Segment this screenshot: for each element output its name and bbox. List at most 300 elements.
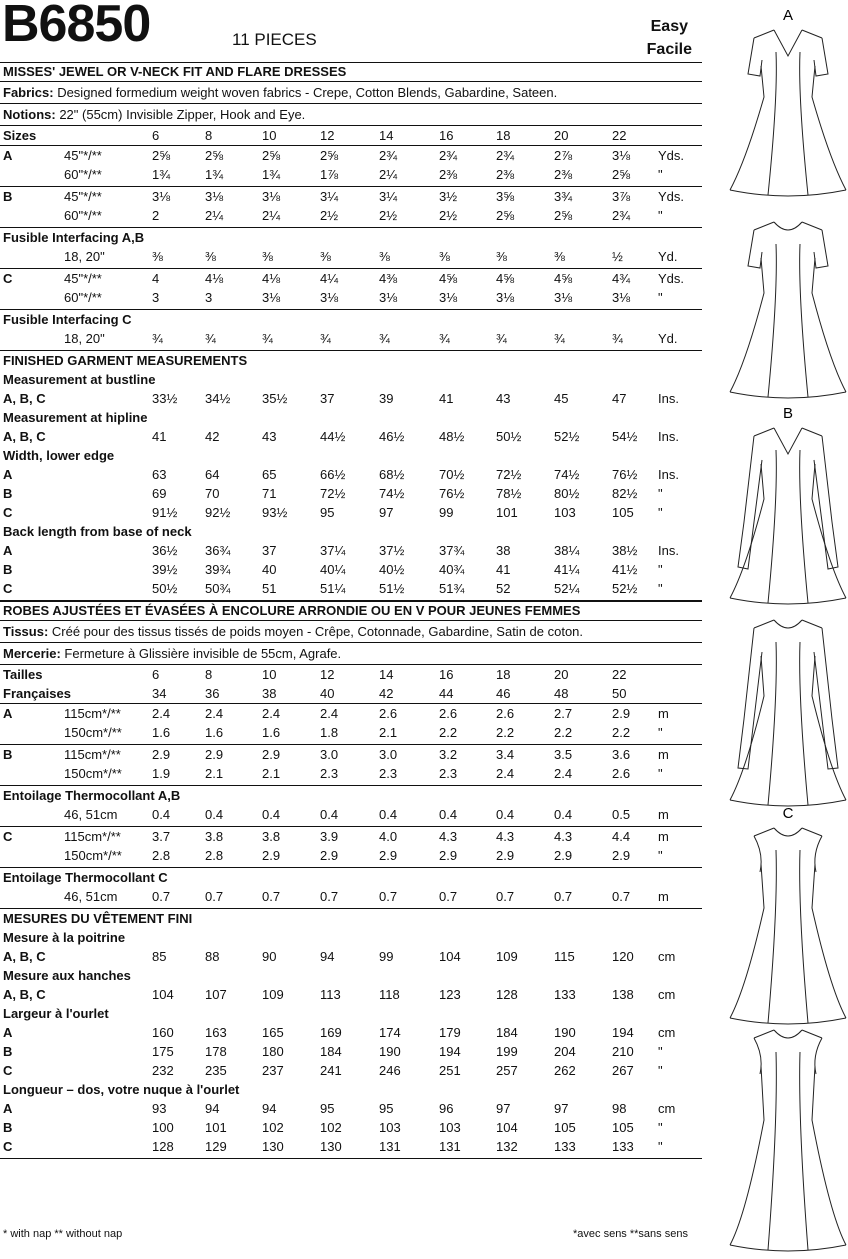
value-cell: 2.1 (379, 725, 398, 740)
value-cell: 37 (262, 543, 277, 558)
size-cell: 16 (439, 128, 454, 143)
value-cell: 102 (320, 1120, 342, 1135)
value-cell: 2¾ (496, 148, 515, 163)
row-label: A, B, C (3, 429, 46, 444)
size-cell: 40 (320, 686, 335, 701)
value-cell: 105 (554, 1120, 576, 1135)
value-cell: 93 (152, 1101, 167, 1116)
value-cell: 103 (379, 1120, 401, 1135)
value-cell: 3.6 (612, 747, 631, 762)
fabric-width: 150cm*/** (64, 766, 122, 781)
value-cell: 2.2 (496, 725, 515, 740)
unit-label: " (658, 766, 663, 781)
info-text: Designed formedium weight woven fabrics - Crepe, Cotton Blends, Gabardine, Sateen. (53, 85, 558, 100)
info-label: Tissus: (3, 624, 49, 639)
value-cell: 2.9 (439, 848, 458, 863)
value-cell: 235 (205, 1063, 227, 1078)
value-cell: ⅜ (439, 249, 450, 264)
value-cell: 50½ (496, 429, 522, 444)
value-cell: 74½ (379, 486, 405, 501)
value-cell: 41 (496, 562, 511, 577)
value-cell: 0.7 (379, 889, 398, 904)
info-line (0, 82, 702, 103)
value-cell: 2.7 (554, 706, 573, 721)
value-cell: ¾ (379, 331, 390, 346)
value-cell: 52½ (554, 429, 580, 444)
table-row (0, 389, 702, 408)
view-label: C (782, 805, 794, 822)
value-cell: 88 (205, 949, 220, 964)
left-shoulder (754, 428, 774, 436)
value-cell: 138 (612, 987, 634, 1002)
info-text: Fermeture à Glissière invisible de 55cm, Agrafe. (60, 646, 342, 661)
value-cell: 4¾ (612, 271, 631, 286)
value-cell: 232 (152, 1063, 174, 1078)
value-cell: ¾ (262, 331, 273, 346)
v-neckline (774, 428, 802, 454)
value-cell: 50¾ (205, 581, 231, 596)
unit-label: " (658, 208, 663, 223)
value-cell: 2.3 (439, 766, 458, 781)
table-row (0, 269, 702, 288)
value-cell: 2.3 (379, 766, 398, 781)
value-cell: 2.2 (612, 725, 631, 740)
value-cell: 2.6 (439, 706, 458, 721)
value-cell: 2.9 (262, 848, 281, 863)
value-cell: 38½ (612, 543, 638, 558)
value-cell: 2.9 (205, 747, 224, 762)
seam-left (768, 642, 776, 805)
value-cell: 178 (205, 1044, 227, 1059)
value-cell: 63 (152, 467, 167, 482)
value-cell: 104 (496, 1120, 518, 1135)
value-cell: 4⅛ (262, 271, 281, 286)
fabric-width: 115cm*/** (64, 747, 121, 762)
value-cell: ¾ (152, 331, 163, 346)
value-cell: 43 (496, 391, 511, 406)
value-cell: 184 (320, 1044, 342, 1059)
row-label: A, B, C (3, 949, 46, 964)
value-cell: 70½ (439, 467, 465, 482)
value-cell: 70 (205, 486, 220, 501)
table-row (0, 579, 702, 598)
block-heading: Entoilage Thermocollant C (3, 870, 168, 885)
unit-label: Ins. (658, 391, 679, 406)
armhole-right (815, 1038, 822, 1074)
value-cell: 130 (262, 1139, 284, 1154)
table-row (0, 745, 702, 764)
unit-label: " (658, 725, 663, 740)
short-sleeve-left (748, 38, 762, 76)
value-cell: 1¾ (205, 167, 224, 182)
size-cell: 12 (320, 667, 335, 682)
view-label: A (782, 7, 794, 24)
value-cell: 40 (262, 562, 277, 577)
size-cell: 6 (152, 128, 160, 143)
value-cell: 90 (262, 949, 277, 964)
value-cell: 3⅛ (379, 290, 398, 305)
value-cell: 160 (152, 1025, 174, 1040)
value-cell: 3.2 (439, 747, 458, 762)
unit-label: Yds. (658, 189, 685, 204)
value-cell: 130 (320, 1139, 342, 1154)
value-cell: 3⅛ (612, 290, 631, 305)
value-cell: 115 (554, 949, 575, 964)
size-cell: 14 (379, 128, 394, 143)
value-cell: 52 (496, 581, 511, 596)
left-shoulder (754, 620, 774, 628)
value-cell: 118 (379, 987, 400, 1002)
dress-left-side (730, 1066, 764, 1245)
unit-label: Yd. (658, 331, 678, 346)
value-cell: 99 (379, 949, 394, 964)
value-cell: ⅜ (152, 249, 163, 264)
fabric-width: 45"*/** (64, 148, 102, 163)
block-heading: Fusible Interfacing A,B (3, 230, 145, 245)
value-cell: 4⅛ (205, 271, 224, 286)
left-shoulder (754, 828, 774, 836)
value-cell: 97 (554, 1101, 569, 1116)
value-cell: 107 (205, 987, 227, 1002)
size-cell: 8 (205, 667, 213, 682)
value-cell: 68½ (379, 467, 405, 482)
table-row (0, 503, 702, 522)
value-cell: 113 (320, 987, 341, 1002)
value-cell: ½ (612, 249, 623, 264)
dress-left-side (730, 66, 764, 190)
value-cell: ⅜ (320, 249, 331, 264)
value-cell: 78½ (496, 486, 522, 501)
size-cell: 22 (612, 667, 627, 682)
value-cell: 105 (612, 505, 634, 520)
size-cell: 42 (379, 686, 394, 701)
sizes-label: Sizes (3, 128, 37, 143)
row-label: C (3, 1063, 13, 1078)
armhole-left (754, 1038, 761, 1074)
value-cell: 72½ (496, 467, 522, 482)
value-cell: 100 (152, 1120, 174, 1135)
value-cell: 165 (262, 1025, 284, 1040)
unit-label: cm (658, 1101, 676, 1116)
value-cell: 3⅛ (496, 290, 515, 305)
value-cell: 2.2 (554, 725, 573, 740)
value-cell: 102 (262, 1120, 284, 1135)
size-cell: 16 (439, 667, 454, 682)
value-cell: 103 (554, 505, 576, 520)
value-cell: 3 (152, 290, 160, 305)
french-sizes-row (0, 684, 702, 703)
dress-left-side (730, 864, 764, 1018)
unit-label: m (658, 807, 669, 822)
size-cell: 12 (320, 128, 335, 143)
block-heading: Mesure aux hanches (3, 968, 131, 983)
value-cell: 41½ (612, 562, 638, 577)
value-cell: ⅜ (262, 249, 273, 264)
value-cell: 92½ (205, 505, 231, 520)
value-cell: 2⅝ (205, 148, 224, 163)
unit-label: " (658, 1044, 663, 1059)
table-row (0, 805, 702, 824)
value-cell: 95 (320, 505, 335, 520)
fabric-width: 45"*/** (64, 189, 102, 204)
value-cell: 0.4 (320, 807, 339, 822)
table-row (0, 146, 702, 165)
dress-right-side (812, 66, 846, 190)
value-cell: ¾ (554, 331, 565, 346)
value-cell: 72½ (320, 486, 346, 501)
size-cell: 10 (262, 667, 277, 682)
value-cell: ⅜ (205, 249, 216, 264)
value-cell: ⅜ (496, 249, 507, 264)
sizes-label: Tailles (3, 667, 43, 682)
table-row (0, 247, 702, 266)
value-cell: 38¼ (554, 543, 580, 558)
dress-right-side (812, 258, 846, 392)
value-cell: 123 (439, 987, 461, 1002)
value-cell: 2.4 (554, 766, 573, 781)
value-cell: 262 (554, 1063, 576, 1078)
value-cell: 96 (439, 1101, 454, 1116)
value-cell: 4.3 (439, 829, 458, 844)
value-cell: 82½ (612, 486, 638, 501)
value-cell: 64 (205, 467, 220, 482)
size-cell: 44 (439, 686, 454, 701)
value-cell: 39½ (152, 562, 178, 577)
value-cell: 48½ (439, 429, 465, 444)
dress-hem (730, 1245, 846, 1251)
value-cell: 47 (612, 391, 627, 406)
fabric-width: 18, 20" (64, 249, 105, 264)
value-cell: 0.7 (205, 889, 224, 904)
value-cell: 104 (439, 949, 461, 964)
value-cell: 2.8 (152, 848, 171, 863)
row-label: A (3, 148, 13, 163)
value-cell: 105 (612, 1120, 634, 1135)
value-cell: 34½ (205, 391, 231, 406)
value-cell: 94 (320, 949, 335, 964)
value-cell: 4 (152, 271, 160, 286)
fabric-width: 115cm*/** (64, 706, 121, 721)
block-heading: Fusible Interfacing C (3, 312, 132, 327)
value-cell: 267 (612, 1063, 634, 1078)
value-cell: 39¾ (205, 562, 231, 577)
value-cell: 46½ (379, 429, 405, 444)
table-row (0, 723, 702, 742)
difficulty-en: Easy (650, 18, 688, 35)
value-cell: 51 (262, 581, 277, 596)
value-cell: 180 (262, 1044, 284, 1059)
value-cell: 98 (612, 1101, 627, 1116)
value-cell: 210 (612, 1044, 634, 1059)
value-cell: 3¼ (379, 189, 398, 204)
difficulty-label (647, 15, 692, 61)
value-cell: 40½ (379, 562, 405, 577)
table-row (0, 1061, 702, 1080)
size-cell: 36 (205, 686, 220, 701)
size-cell: 34 (152, 686, 167, 701)
pattern-number: B6850 (2, 0, 151, 53)
unit-label: " (658, 290, 663, 305)
table-row (0, 1118, 702, 1137)
unit-label: Ins. (658, 429, 679, 444)
value-cell: 241 (320, 1063, 342, 1078)
block-heading: Entoilage Thermocollant A,B (3, 788, 181, 803)
value-cell: 0.4 (554, 807, 573, 822)
value-cell: 2.1 (205, 766, 224, 781)
value-cell: 2⅝ (612, 167, 631, 182)
fabric-width: 46, 51cm (64, 807, 118, 822)
seam-left (768, 1052, 776, 1250)
value-cell: 2⅝ (554, 208, 573, 223)
dress-hem (730, 1018, 846, 1024)
value-cell: 2⅞ (554, 148, 573, 163)
value-cell: 2.1 (262, 766, 281, 781)
value-cell: 0.7 (320, 889, 339, 904)
value-cell: 128 (496, 987, 518, 1002)
value-cell: 1¾ (152, 167, 171, 182)
value-cell: 44½ (320, 429, 346, 444)
value-cell: 0.4 (262, 807, 281, 822)
unit-label: cm (658, 987, 676, 1002)
right-shoulder (802, 620, 822, 628)
short-sleeve-right (814, 38, 828, 76)
unit-label: Yds. (658, 271, 685, 286)
value-cell: 41 (439, 391, 454, 406)
unit-label: Ins. (658, 543, 679, 558)
value-cell: ⅜ (379, 249, 390, 264)
value-cell: 3¼ (320, 189, 339, 204)
value-cell: 94 (262, 1101, 277, 1116)
value-cell: 37¼ (320, 543, 346, 558)
value-cell: 2.9 (612, 848, 631, 863)
value-cell: 103 (439, 1120, 461, 1135)
value-cell: 2⅝ (320, 148, 339, 163)
block-heading: Measurement at hipline (3, 410, 148, 425)
seam-right (800, 244, 808, 397)
value-cell: 190 (379, 1044, 401, 1059)
dress-sketches (712, 0, 848, 1256)
value-cell: 74½ (554, 467, 580, 482)
value-cell: 1⅞ (320, 167, 339, 182)
value-cell: 2.9 (152, 747, 171, 762)
size-cell: 50 (612, 686, 627, 701)
french-section (0, 601, 702, 1159)
value-cell: 2.4 (320, 706, 339, 721)
right-shoulder (802, 222, 822, 230)
value-cell: 163 (205, 1025, 227, 1040)
row-label: A (3, 467, 13, 482)
row-label: C (3, 271, 13, 286)
value-cell: 45 (554, 391, 569, 406)
value-cell: ¾ (320, 331, 331, 346)
value-cell: 1.9 (152, 766, 171, 781)
unit-label: Yd. (658, 249, 678, 264)
size-cell: 8 (205, 128, 213, 143)
divider-line (0, 1158, 702, 1159)
value-cell: 3½ (439, 189, 458, 204)
size-cell: 20 (554, 128, 569, 143)
row-label: B (3, 1120, 13, 1135)
unit-label: m (658, 747, 669, 762)
value-cell: 4⅜ (379, 271, 398, 286)
value-cell: 3⅛ (554, 290, 573, 305)
block-heading: Width, lower edge (3, 448, 115, 463)
row-label: B (3, 747, 13, 762)
block-heading: Mesure à la poitrine (3, 930, 126, 945)
value-cell: 2⅝ (152, 148, 171, 163)
value-cell: 3 (205, 290, 213, 305)
value-cell: 2.9 (379, 848, 398, 863)
value-cell: 0.7 (554, 889, 573, 904)
block-heading: Measurement at bustline (3, 372, 156, 387)
table-row (0, 985, 702, 1004)
value-cell: 51½ (379, 581, 405, 596)
value-cell: 1.6 (152, 725, 171, 740)
value-cell: 97 (496, 1101, 511, 1116)
unit-label: cm (658, 949, 676, 964)
fabric-width: 45"*/** (64, 271, 102, 286)
difficulty-fr: Facile (646, 41, 692, 58)
short-sleeve-right (814, 230, 828, 268)
value-cell: 76½ (439, 486, 465, 501)
right-shoulder (802, 828, 822, 836)
measurements-title: FINISHED GARMENT MEASUREMENTS (3, 353, 248, 368)
table-row (0, 887, 702, 906)
row-label: B (3, 1044, 13, 1059)
value-cell: 54½ (612, 429, 638, 444)
value-cell: 2¼ (262, 208, 281, 223)
value-cell: 80½ (554, 486, 580, 501)
value-cell: 0.7 (496, 889, 515, 904)
value-cell: 174 (379, 1025, 401, 1040)
value-cell: 37¾ (439, 543, 465, 558)
info-label: Notions: (3, 107, 56, 122)
seam-right (800, 450, 808, 603)
value-cell: 199 (496, 1044, 518, 1059)
value-cell: 3⅛ (612, 148, 631, 163)
value-cell: 41¼ (554, 562, 580, 577)
value-cell: 2.9 (262, 747, 281, 762)
value-cell: 251 (439, 1063, 461, 1078)
info-label: Mercerie: (3, 646, 61, 661)
size-cell: 20 (554, 667, 569, 682)
dress-left-side (730, 258, 764, 392)
table-row (0, 288, 702, 307)
value-cell: 2½ (379, 208, 398, 223)
fabric-width: 115cm*/** (64, 829, 121, 844)
value-cell: 0.7 (262, 889, 281, 904)
seam-right (800, 1052, 808, 1250)
value-cell: 0.7 (152, 889, 171, 904)
value-cell: 3⅛ (320, 290, 339, 305)
value-cell: 42 (205, 429, 220, 444)
row-label: C (3, 581, 13, 596)
jewel-neckline (774, 222, 802, 230)
value-cell: 2¾ (612, 208, 631, 223)
armhole-left (754, 836, 761, 872)
value-cell: 131 (439, 1139, 461, 1154)
value-cell: 0.5 (612, 807, 631, 822)
value-cell: 3.7 (152, 829, 171, 844)
fabric-width: 18, 20" (64, 331, 105, 346)
value-cell: 237 (262, 1063, 284, 1078)
value-cell: 4¼ (320, 271, 339, 286)
table-row (0, 484, 702, 503)
value-cell: 38 (496, 543, 511, 558)
value-cell: 2⅜ (439, 167, 458, 182)
table-row (0, 764, 702, 783)
value-cell: 3⅝ (496, 189, 515, 204)
